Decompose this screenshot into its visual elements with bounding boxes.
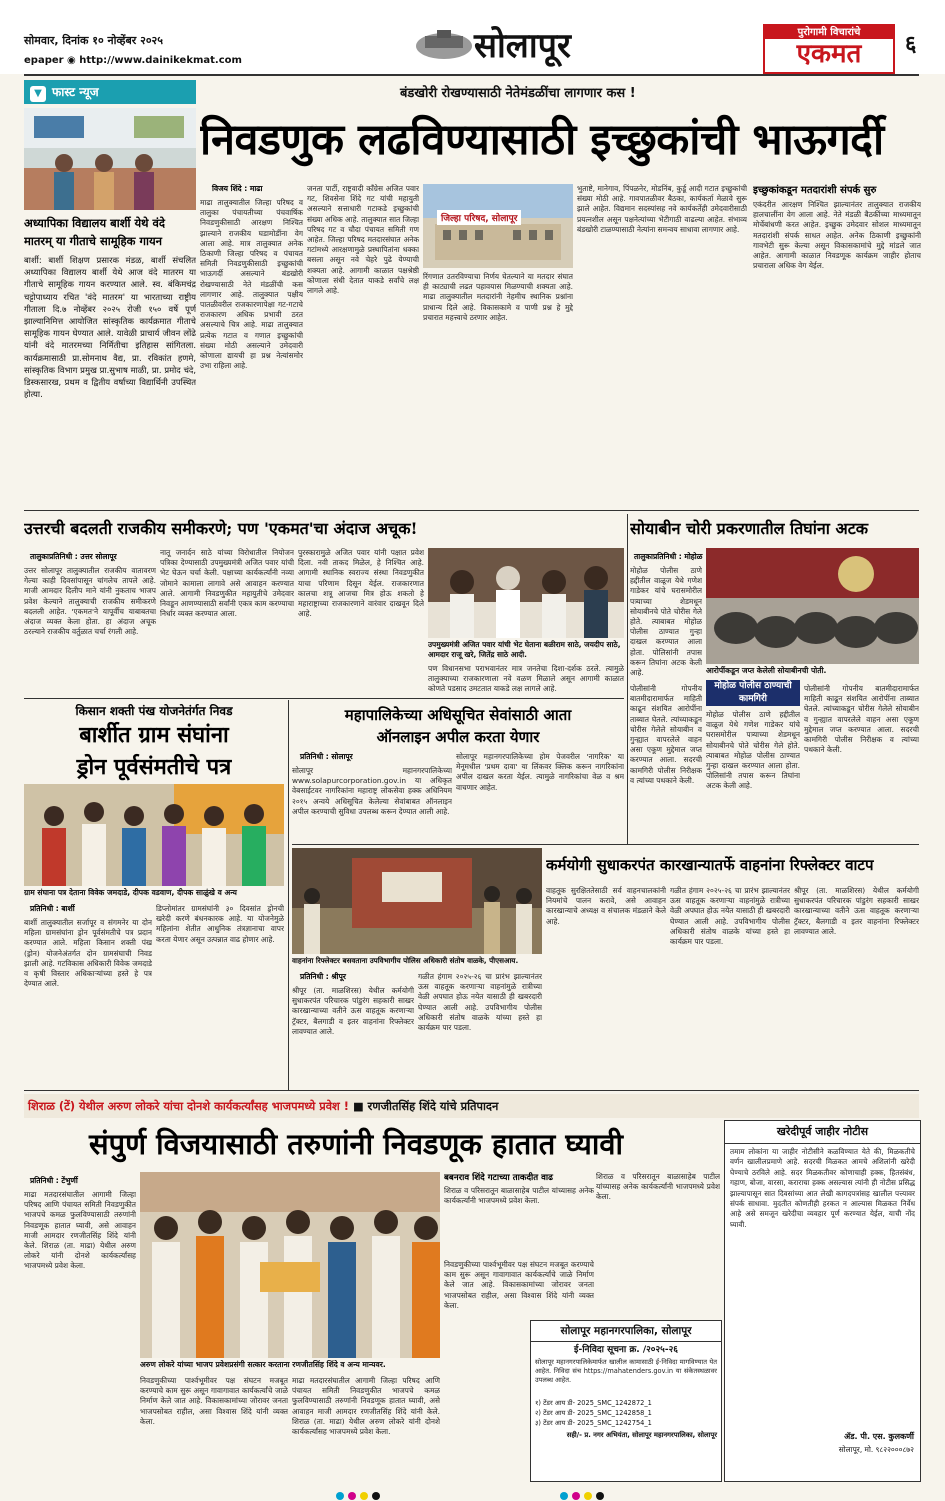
online-body: सोलापूर महानगरपालिकेच्या www.solapurcorporation.gov.in या अधिकृत वेबसाईटवर नागरिकांना महाराष्ट्र लोकसेवा हक्क अधिनियम २०१५ अन्वये अधिसूचित केलेल्या सेवांबाबत ऑनलाइन अपील करण्याची सुविधा उपलब्ध करून देण्यात आली आहे.	[292, 766, 452, 816]
brand-name: एकमत	[796, 39, 862, 69]
logo-emblem-icon	[415, 26, 473, 60]
youth-sub-body: शिराळ व परिसरातून बाळासाहेब पाटील यांच्यासह अनेक कार्यकर्त्यांनी भाजपमध्ये प्रवेश केला.	[444, 1186, 594, 1206]
uttar-caption: उपमुख्यमंत्री अजित पवार यांची भेट घेताना बळीराम साठे, जयदीप साठे, आमदार राजू खरे, जितेंद्र साठे आदी.	[428, 640, 621, 659]
youth-headline: संपुर्ण विजयासाठी तरुणांनी निवडणूक हातात घ्यावी	[89, 1127, 623, 1161]
row2-rule	[24, 698, 624, 699]
tender-notice	[530, 1320, 722, 1482]
public-notice	[724, 1120, 921, 1482]
fast-news-header	[24, 80, 196, 104]
soybean-photo	[706, 548, 919, 664]
youth-photo	[140, 1172, 440, 1358]
reflector-photo	[292, 848, 542, 954]
online-body2: सोलापूर महानगरपालिकेच्या होम पेजवरील 'नागरिक' या मेनूमधील 'प्रथम दावा' या लिंकवर क्लिक करून नागरिकांना अपील दाखल करता येईल. त्यामुळे नागरिकांचा वेळ व श्रम वाचणार आहेत.	[456, 752, 624, 792]
fast-news-headline: अध्यापिका विद्यालय बार्शी येथे वंदे मातरम् या गीताचे सामूहिक गायन	[24, 216, 166, 248]
masthead-date: सोमवार, दिनांक १० नोव्हेंबर २०२५	[24, 34, 163, 47]
youth-body2: निवडणुकीच्या पार्श्वभूमीवर पक्ष संघटन मजबूत करण्याचे काम सुरू असून गावागावात कार्यकर्त्यांचे जाळे निर्माण केले जात आहे. विकासकामांच्या जोरावर जनता भाजपसोबत राहील, असा विश्वास शिंदे यांनी व्यक्त केला.	[140, 1376, 288, 1426]
tender-org: सोलापूर महानगरपालिका, सोलापूर	[531, 1321, 721, 1342]
website-link[interactable]: http://www.dainikekmat.com	[79, 55, 242, 66]
soybean-headline: सोयाबीन चोरी प्रकरणातील तिघांना अटक	[630, 519, 869, 538]
online-headline-1: महापालिकेच्या अधिसूचित सेवांसाठी आता	[344, 706, 572, 724]
masthead-rule	[24, 74, 919, 76]
online-headline-2: ऑनलाइन अपील करता येणार	[376, 728, 540, 746]
lead-col2: जनता पार्टी, राष्ट्रवादी काँग्रेस अजित पवार गट, शिवसेना शिंदे गट यांची महायुती असल्याने सत्ताधारी गटाकडे इच्छुकांची संख्या अधिक आहे. तालुक्यात सात जिल्हा परिषद गट व चौदा पंचायत समिती गण आहेत. जिल्हा परिषद मतदारसंघात अनेक गटांमध्ये आरक्षणामुळे प्रस्थापितांना धक्का बसला असून नवे चेहरे पुढे येण्याची शक्यता आहे. आगामी काळात पक्षश्रेष्ठी कोणाला संधी देतात याकडे सर्वांचे लक्ष लागले आहे.	[307, 184, 419, 296]
notice-address: सोलापूर, मो. ९८२२०००८७२	[838, 1445, 914, 1454]
lead-side-body: एकंदरीत आरक्षण निश्चित झाल्यानंतर तालुक्यात राजकीय हालचालींना वेग आला आहे. नेते मंडळी बैठकींच्या माध्यमातून मोर्चेबांधणी करत आहेत. इच्छुक उमेदवार सोशल माध्यमातून मतदारांशी संपर्क साधत आहेत. अनेक ठिकाणी इच्छुकांनी गावभेटी सुरू केल्या असून विकासकामांचे मुद्दे मांडले जात आहेत. आगामी काळात निवडणूक कार्यक्रम जाहीर होताच प्रचाराला अधिक वेग येईल.	[753, 200, 921, 271]
row4-rule	[24, 1090, 919, 1091]
uttar-photo	[428, 548, 624, 638]
uttar-col2: नातू जनार्दन साठे यांच्या विरोधातील नियोजन पत्रिका देण्यासाठी उपमुख्यमंत्री अजित पवार यांची भेट घेऊन चर्चा केली. पक्षाच्या कार्यकर्त्यांनी नव्या जोमाने कामाला लागावे असे आवाहन करण्यात आले. आगामी निवडणुकीत महायुतीचे उमेदवार निवडून आणण्यासाठी सर्वांनी एकत्र काम करण्याचा निर्धार व्यक्त करण्यात आला.	[160, 548, 294, 619]
youth-byline: प्रतिनिधी : टेंभुर्णी	[30, 1176, 78, 1185]
row1-rule	[24, 510, 919, 511]
zp-building-photo	[423, 184, 573, 268]
youth-caption: अरुण लोकरे यांच्या भाजप प्रवेशप्रसंगी सत्कार करताना रणजीतसिंह शिंदे व अन्य मान्यवर.	[140, 1360, 386, 1369]
tender-sign: सही/- प्र. नगर अभियंता, सोलापूर महानगरपालिका, सोलापूर	[566, 1431, 717, 1439]
lead-byline: विजय शिंदे : माढा	[212, 184, 263, 193]
youth-sub: बबनराव शिंदे गटाच्या ताकदीत वाढ	[444, 1173, 553, 1183]
drone-headline-1: बार्शीत ग्राम संघांना	[79, 722, 229, 748]
reflector-body4: गळीत हंगाम २०२५-२६ चा प्रारंभ झाल्यानंतर ऊस वाहतूक करणाऱ्या वाहनांमुळे रात्रीच्या वेळी अपघात होऊ नयेत यासाठी ही खबरदारी घेण्यात आली आहे. उपविभागीय पोलीस अधिकारी संतोष वाळके यांच्या हस्ते हा कार्यक्रम पार पडला.	[670, 886, 790, 947]
online-byline: प्रतिनिधी : सोलापूर	[300, 752, 353, 761]
soybean-body3: पोलीसांनी गोपनीय बातमीदारामार्फत माहिती काढून संशयित आरोपींना ताब्यात घेतले. त्यांच्याकडून चोरीस गेलेले सोयाबीन व गुन्ह्यात वापरलेले वाहन असा एकूण मुद्देमाल जप्त करण्यात आला. सदरची कामगिरी पोलीस निरीक्षक व त्यांच्या पथकाने केली.	[804, 684, 919, 755]
uttar-col3: पुरस्कारामुळे अजित पवार यांनी पक्षात प्रवेश दिला. नवी ताकद मिळेल, हे निश्चित आहे. आगामी स्थानिक स्वराज्य संस्था निवडणुकीत याचा परिणाम दिसून येईल. राजकारणात कालचा शत्रू आजचा मित्र होऊ शकतो हे महाराष्ट्राच्या राजकारणाने वारंवार दाखवून दिले आहे.	[298, 548, 424, 619]
soybean-caption: आरोपींकडून जप्त केलेली सोयाबीनची पोती.	[706, 666, 827, 675]
fast-news-body: बार्शी: बार्शी शिक्षण प्रसारक मंडळ, बार्शी संचलित अध्यापिका विद्यालय बार्शी येथे आज वंदे मातरम या गीताचे सामूहिक गायन करण्यात आले. स्व. बंकिमचंद्र चट्टोपाध्याय रचित 'वंदे मातरम' या भारताच्या राष्ट्रीय गीताला दि.७ नोव्हेंबर २०२५ रोजी १५० वर्षे पूर्ण झाल्यानिमित्त आयोजित सांस्कृतिक कार्यक्रमात गीताचे सामूहिक गायन घेण्यात आले. यावेळी प्राचार्य जीवन लोंढे यांनी वंदे मातरमच्या निर्मितीचा इतिहास सांगितला. कार्यक्रमासाठी प्रा.सोमनाथ वैद्य, प्रा. रविकांत हणमे, सांस्कृतिक विभाग प्रमुख प्रा.सुभाष माळी, प्रा. प्रमोद चंदे, डिस्कसारख, प्रथम व द्वितीय वर्षाच्या विद्यार्थिनी उपस्थित होत्या.	[24, 255, 196, 400]
drone-body2: डिप्लोमांतर ग्रामसंघांनी ३० दिवसांत ड्रोनची खरेदी करणे बंधनकारक आहे. या योजनेमुळे महिलांना शेतीत आधुनिक तंत्रज्ञानाचा वापर करता येणार असून उत्पन्नात वाढ होणार आहे.	[156, 904, 284, 944]
fast-news-title: फास्ट न्यूज	[52, 85, 99, 99]
notice-body: तमाम लोकांना या जाहीर नोटीसीने कळविण्यात येते की, मिळकतीचे वर्णन खालीलप्रमाणे आहे. सदरची मिळकत आमचे अशिलांनी खरेदी घेण्याचे ठरविले आहे. सदर मिळकतीवर कोणाचाही हक्क, हितसंबंध, गहाण, बोजा, वारसा, कराराचा हक्क असल्यास त्यांनी ही नोटीस प्रसिद्ध झाल्यापासून सात दिवसांच्या आत लेखी कागदपत्रांसह खालील पत्त्यावर संपर्क साधावा. मुदतीत कोणतीही हरकत न आल्यास मिळकत निर्वेध आहे असे समजून खरेदीचा व्यवहार पूर्ण करण्यात येईल, याची नोंद घ्यावी.	[730, 1147, 915, 1229]
registration-marks	[330, 1486, 610, 1496]
brand-tagline: पुरोगामी विचारांचे	[765, 26, 893, 39]
zp-sign: जिल्हा परिषद, सोलापूर	[437, 210, 521, 225]
tender-title: ई-निविदा सूचना क्र. /२०२५-२६	[574, 1345, 678, 1355]
epaper-label: epaper	[24, 55, 64, 66]
reflector-body3: वाहतूक सुरक्षिततेसाठी सर्व वाहनचालकांनी नियमांचे पालन करावे, असे आवाहन कारखान्याचे अध्यक्ष व संचालक मंडळाने केले आहे.	[546, 886, 666, 926]
notice-title: खरेदीपूर्व जाहीर नोटीस	[725, 1121, 920, 1144]
fast-news-box	[24, 80, 196, 508]
drone-vrule	[288, 700, 289, 1090]
uttar-byline: तालुकाप्रतिनिधी : उत्तर सोलापूर	[30, 552, 117, 561]
soybean-body4: मोहोळ पोलीस ठाणे हद्दीतील वाळूज येथे गणेश गाडेकर यांचे घरासमोरील पत्र्याच्या शेडमधून सोयाबीनचे पोते चोरीस गेले होते. त्याबाबत मोहोळ पोलीस ठाण्यात गुन्हा दाखल करण्यात आला होता. पोलिसांनी तपास करून तिघांना अटक केली आहे.	[706, 710, 800, 791]
notice-sign: ॲड. पी. एस. कुलकर्णी	[844, 1432, 914, 1441]
lead-side-head: इच्छुकांकडून मतदारांशी संपर्क सुरु	[753, 185, 877, 196]
masthead-city: सोलापूर	[474, 26, 571, 66]
bullet-icon: ■	[352, 1099, 368, 1113]
drone-caption: ग्राम संघाना पत्र देताना विवेक जमदाडे, दीपक वडवाण, दीपक साळुंखे व अन्य	[24, 888, 237, 897]
soybean-byline: तालुकाप्रतिनिधी : मोहोळ	[634, 552, 703, 561]
reflector-byline: प्रतिनिधी : श्रीपूर	[300, 972, 346, 981]
tender-item-1: १) टेंडर आय डी- 2025_SMC_1242872_1	[535, 1399, 652, 1407]
soybean-badge: मोहोळ पोलीस ठाण्याची कामगिरी	[706, 680, 800, 706]
youth-body3: माढा मतदारसंघातील आगामी जिल्हा परिषद आणि पंचायत समिती निवडणुकीत भाजपचे कमळ फुलविण्यासाठी तरुणांनी निवडणूक हातात घ्यावी, असे आवाहन माजी आमदार रणजीतसिंह शिंदे यांनी केले. शिराळ (ता. माढा) येथील अरुण लोकरे यांनी दोनशे कार्यकर्त्यांसह भाजपमध्ये प्रवेश केला.	[292, 1376, 440, 1437]
drone-byline: प्रतिनिधी : बार्शी	[30, 904, 75, 913]
banner-text-1: शिराळ (टें) येथील अरुण लोकरे यांचा दोनशे कार्यकर्त्यांसह भाजपमध्ये प्रवेश !	[28, 1099, 349, 1113]
lead-col3: रिंगणात उतरविण्याचा निर्णय घेतल्याने या मतदार संघात ही काट्याची लढत पहावयास मिळण्याची शक्यता आहे. माढा तालुक्यातील मतदारांनी नेहमीच स्थानिक प्रश्नांना प्राधान्य दिले आहे. विकासकामे व पाणी प्रश्न हे मुद्दे प्रचारात महत्त्वाचे ठरणार आहेत.	[423, 272, 573, 322]
lead-col4: भुताष्टे, मानेगाव, पिंपळनेर, मोडनिंब, कुर्डू आदी गटात इच्छुकांची संख्या मोठी आहे. गावपातळीवर बैठका, कार्यकर्ता मेळावे सुरू झाले आहेत. विद्यमान सदस्यांसह नवे कार्यकर्तेही उमेदवारीसाठी प्रयत्नशील असून पक्षनेत्यांच्या भेटीगाठी वाढल्या आहेत. संभाव्य बंडखोरी टाळण्यासाठी नेत्यांना समन्वय साधावा लागणार आहे.	[577, 184, 747, 234]
lead-kicker: बंडखोरी रोखण्यासाठी नेतेमंडळींचा लागणार कस !	[400, 86, 636, 101]
drone-headline-2: ड्रोन पूर्वसंमतीचे पत्र	[76, 754, 232, 780]
reflector-body2: गळीत हंगाम २०२५-२६ चा प्रारंभ झाल्यानंतर ऊस वाहतूक करणाऱ्या वाहनांमुळे रात्रीच्या वेळी अपघात होऊ नयेत यासाठी ही खबरदारी घेण्यात आली आहे. उपविभागीय पोलीस अधिकारी संतोष वाळके यांच्या हस्ते हा कार्यक्रम पार पडला.	[418, 972, 542, 1033]
row2-vrule	[627, 514, 628, 844]
drone-body: बार्शी तालुक्यातील सर्जापूर व संगमनेर या दोन महिला ग्रामसंघांना ड्रोन पूर्वसंमतीचे पत्र प्रदान करण्यात आले. महिला किसान शक्ती पंख (ड्रोन) योजनेअंतर्गत दोन ग्रामसंघाची निवड झाली आहे. गटविकास अधिकारी विवेक जमदाडे व कृषी विस्तार अधिकाऱ्यांच्या हस्ते हे पत्र देण्यात आले.	[24, 918, 152, 989]
fast-news-photo	[24, 108, 196, 210]
page-number: ६	[905, 32, 917, 57]
youth-body5: शिराळ व परिसरातून बाळासाहेब पाटील यांच्यासह अनेक कार्यकर्त्यांनी भाजपमध्ये प्रवेश केला.	[596, 1172, 720, 1202]
globe-icon: ◉	[67, 55, 76, 66]
row3-rule	[292, 844, 919, 845]
uttar-col4: पण विधानसभा पराभवानंतर मात्र जनतेचा दिशा-दर्शक ठरले. त्यामुळे तालुक्याच्या राजकारणाला नवे वळण मिळाले असून आगामी काळात कोणते पडसाद उमटतात याकडे लक्ष लागले आहे.	[428, 664, 624, 694]
banner-text-2: रणजीतसिंह शिंदे यांचे प्रतिपादन	[367, 1099, 499, 1113]
tender-body: सोलापूर महानगरपालिकेमार्फत खालील कामासाठी ई-निविदा मागविण्यात येत आहेत. निविदा संच https://mahatenders.gov.in या संकेतस्थळावर उपलब्ध आहेत.	[535, 1358, 717, 1384]
uttar-headline: उत्तरची बदलती राजकीय समीकरणे; पण 'एकमत'चा अंदाज अचूक!	[24, 519, 418, 538]
soybean-body: मोहोळ पोलीस ठाणे हद्दीतील वाळूज येथे गणेश गाडेकर यांचे घरासमोरील पत्र्याच्या शेडमधून सोयाबीनचे पोते चोरीस गेले होते. त्याबाबत मोहोळ पोलीस ठाण्यात गुन्हा दाखल करण्यात आला होता. पोलिसांनी तपास करून तिघांना अटक केली आहे.	[630, 566, 702, 678]
epaper-line	[24, 55, 242, 66]
reflector-headline: कर्मयोगी सुधाकरपंत कारखान्यातर्फे वाहनांना रिफ्लेक्टर वाटप	[546, 856, 874, 874]
drone-kicker: किसान शक्ती पंख योजनेतंर्गत निवड	[75, 704, 233, 718]
uttar-col1: उत्तर सोलापूर तालुक्यातील राजकीय वातावरण गेल्या काही दिवसांपासून चांगलेच तापले आहे. माजी आमदार दिलीप माने यांनी नुकताच भाजप प्रवेश केल्याने तालुक्याची राजकीय समीकरणे बदलली आहेत. 'एकमत'ने यापूर्वीच याबाबतचा अंदाज व्यक्त केला होता. हा अंदाज अचूक ठरल्याने राजकीय वर्तुळात चर्चा रंगली आहे.	[24, 566, 156, 637]
lead-headline: निवडणुक लढविण्यासाठी इच्छुकांची भाऊगर्दी	[200, 115, 884, 165]
brand-box	[763, 24, 895, 74]
soybean-body2: पोलीसांनी गोपनीय बातमीदारामार्फत माहिती काढून संशयित आरोपींना ताब्यात घेतले. त्यांच्याकडून चोरीस गेलेले सोयाबीन व गुन्ह्यात वापरलेले वाहन असा एकूण मुद्देमाल जप्त करण्यात आला. सदरची कामगिरी पोलीस निरीक्षक व त्यांच्या पथकाने केली.	[630, 684, 702, 785]
lead-col1: माढा तालुक्यातील जिल्हा परिषद व तालुका पंचायतीच्या पंचवार्षिक निवडणुकीसाठी आरक्षण निश्चित झाल्याने राजकीय घडामोडींना वेग आला आहे. मात्र तालुक्यात अनेक ठिकाणी जिल्हा परिषद व पंचायत समिती निवडणुकीसाठी इच्छुकांची भाऊगर्दी असल्याने बंडखोरी रोखण्यासाठी नेते मंडळींची कस लागणार आहे. तालुक्यात पक्षीय पातळीवरील राजकारणापेक्षा गट-गटाचे राजकारण अधिक प्रभावी ठरत असल्याचे चित्र आहे. माढा तालुक्यात प्रत्येक गटात व गणात इच्छुकांची संख्या मोठी असल्याने उमेदवारी कोणाला द्यायची हा प्रश्न नेत्यांसमोर उभा राहिला आहे.	[200, 198, 303, 371]
tender-item-3: ३) टेंडर आय डी- 2025_SMC_1242754_1	[535, 1419, 652, 1427]
youth-body4: निवडणुकीच्या पार्श्वभूमीवर पक्ष संघटन मजबूत करण्याचे काम सुरू असून गावागावात कार्यकर्त्यांचे जाळे निर्माण केले जात आहे. विकासकामांच्या जोरावर जनता भाजपसोबत राहील, असा विश्वास शिंदे यांनी व्यक्त केला.	[444, 1260, 594, 1310]
badge-icon: ▼	[30, 86, 46, 102]
drone-photo	[24, 784, 284, 886]
reflector-body: श्रीपूर (ता. माळशिरस) येथील कर्मयोगी सुधाकरपंत परिचारक पांडुरंग सहकारी साखर कारखान्याच्या वतीने ऊस वाहतूक करणाऱ्या ट्रॅक्टर, बैलगाडी व इतर वाहनांना रिफ्लेक्टर लावण्यात आले.	[292, 986, 414, 1036]
youth-body: माढा मतदारसंघातील आगामी जिल्हा परिषद आणि पंचायत समिती निवडणुकीत भाजपचे कमळ फुलविण्यासाठी तरुणांनी निवडणूक हातात घ्यावी, असे आवाहन माजी आमदार रणजीतसिंह शिंदे यांनी केले. शिराळ (ता. माढा) येथील अरुण लोकरे यांनी दोनशे कार्यकर्त्यांसह भाजपमध्ये प्रवेश केला.	[24, 1190, 136, 1271]
tender-item-2: २) टेंडर आय डी- 2025_SMC_1242858_1	[535, 1409, 652, 1417]
reflector-caption: वाहनांना रिफ्लेक्टर बसवताना उपविभागीय पोलिस अधिकारी संतोष वाळके, पीएसआय.	[292, 956, 519, 965]
masthead	[0, 0, 945, 74]
reflector-body5: श्रीपूर (ता. माळशिरस) येथील कर्मयोगी सुधाकरपंत परिचारक पांडुरंग सहकारी साखर कारखान्याच्या वतीने ऊस वाहतूक करणाऱ्या ट्रॅक्टर, बैलगाडी व इतर वाहनांना रिफ्लेक्टर लावण्यात आले.	[794, 886, 919, 936]
banner-strip	[24, 1094, 919, 1118]
